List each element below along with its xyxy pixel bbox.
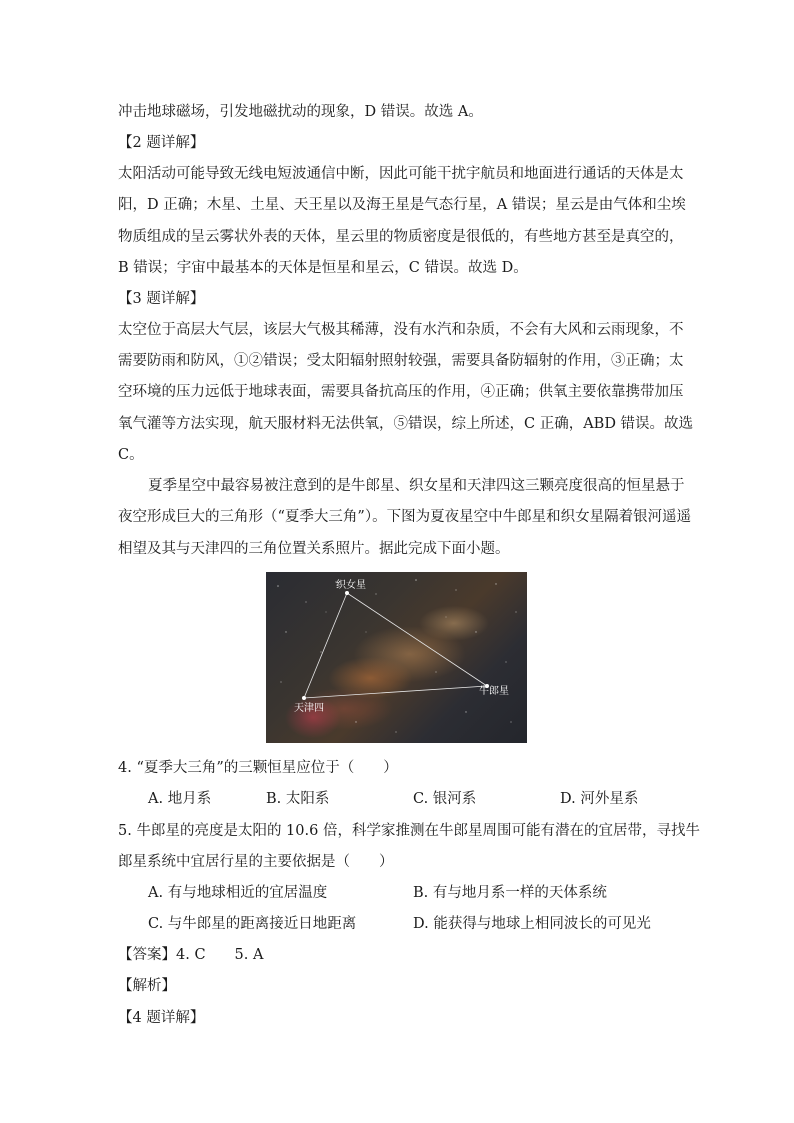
vega-star (345, 591, 349, 595)
text-line-12: C。 (118, 447, 144, 463)
q4-option-a[interactable]: A. 地月系 (148, 791, 212, 807)
vega-label: 织女星 (336, 580, 366, 591)
answer-line: 【答案】4. C 5. A (118, 947, 264, 963)
q5-option-b[interactable]: B. 有与地月系一样的天体系统 (413, 885, 607, 901)
section-heading-q2: 【2 题详解】 (118, 135, 205, 151)
text-line-8: 太空位于高层大气层，该层大气极其稀薄，没有水汽和杂质，不会有大风和云雨现象，不 (118, 322, 684, 338)
q5-option-d[interactable]: D. 能获得与地球上相同波长的可见光 (413, 916, 651, 932)
text-line-11: 氧气灌等方法实现，航天服材料无法供氧，⑤错误，综上所述，C 正确，ABD 错误。故选 (118, 416, 694, 432)
intro-paragraph-line-2: 夜空形成巨大的三角形（“夏季大三角”）。下图为夏夜星空中牛郎星和织女星隔着银河遥遥 (118, 509, 692, 525)
q5-stem-line-2: 郎星系统中宜居行星的主要依据是（ ） (118, 854, 394, 870)
q5-stem-line-1: 5. 牛郎星的亮度是太阳的 10.6 倍，科学家推测在牛郎星周围可能有潜在的宜居带，寻找牛 (118, 823, 700, 839)
q4-option-b[interactable]: B. 太阳系 (266, 791, 330, 807)
summer-triangle-photo (266, 572, 527, 743)
q4-option-c[interactable]: C. 银河系 (413, 791, 477, 807)
text-line-6: B 错误；宇宙中最基本的天体是恒星和星云，C 错误。故选 D。 (118, 260, 528, 276)
text-line-3: 太阳活动可能导致无线电短波通信中断，因此可能干扰宇航员和地面进行通话的天体是太 (118, 166, 684, 182)
analysis-heading: 【解析】 (118, 978, 176, 994)
text-line-1: 冲击地球磁场，引发地磁扰动的现象，D 错误。故选 A。 (118, 104, 483, 120)
intro-paragraph-line-1: 夏季星空中最容易被注意到的是牛郎星、织女星和天津四这三颗亮度很高的恒星悬于 (148, 478, 685, 494)
altair-label: 牛郎星 (479, 686, 509, 697)
triangle-lines (304, 593, 487, 698)
deneb-star (302, 696, 306, 700)
q4-stem: 4. “夏季大三角”的三颗恒星应位于（ ） (118, 760, 398, 776)
q5-option-c[interactable]: C. 与牛郎星的距离接近日地距离 (148, 916, 357, 932)
intro-paragraph-line-3: 相望及其与天津四的三角位置关系照片。据此完成下面小题。 (118, 541, 510, 557)
section-heading-q3: 【3 题详解】 (118, 291, 205, 307)
text-line-4: 阳，D 正确；木星、土星、天王星以及海王星是气态行星，A 错误；星云是由气体和尘埃 (118, 197, 686, 213)
text-line-9: 需要防雨和防风，①②错误；受太阳辐射照射较强，需要具备防辐射的作用，③正确；太 (118, 353, 684, 369)
text-line-10: 空环境的压力远低于地球表面，需要具备抗高压的作用，④正确；供氧主要依靠携带加压 (118, 384, 684, 400)
q4-option-d[interactable]: D. 河外星系 (560, 791, 639, 807)
q5-option-a[interactable]: A. 有与地球相近的宜居温度 (148, 885, 328, 901)
section-heading-q4: 【4 题详解】 (118, 1010, 205, 1026)
deneb-label: 天津四 (294, 703, 324, 714)
text-line-5: 物质组成的呈云雾状外表的天体，星云里的物质密度是很低的，有些地方甚至是真空的， (118, 229, 684, 245)
